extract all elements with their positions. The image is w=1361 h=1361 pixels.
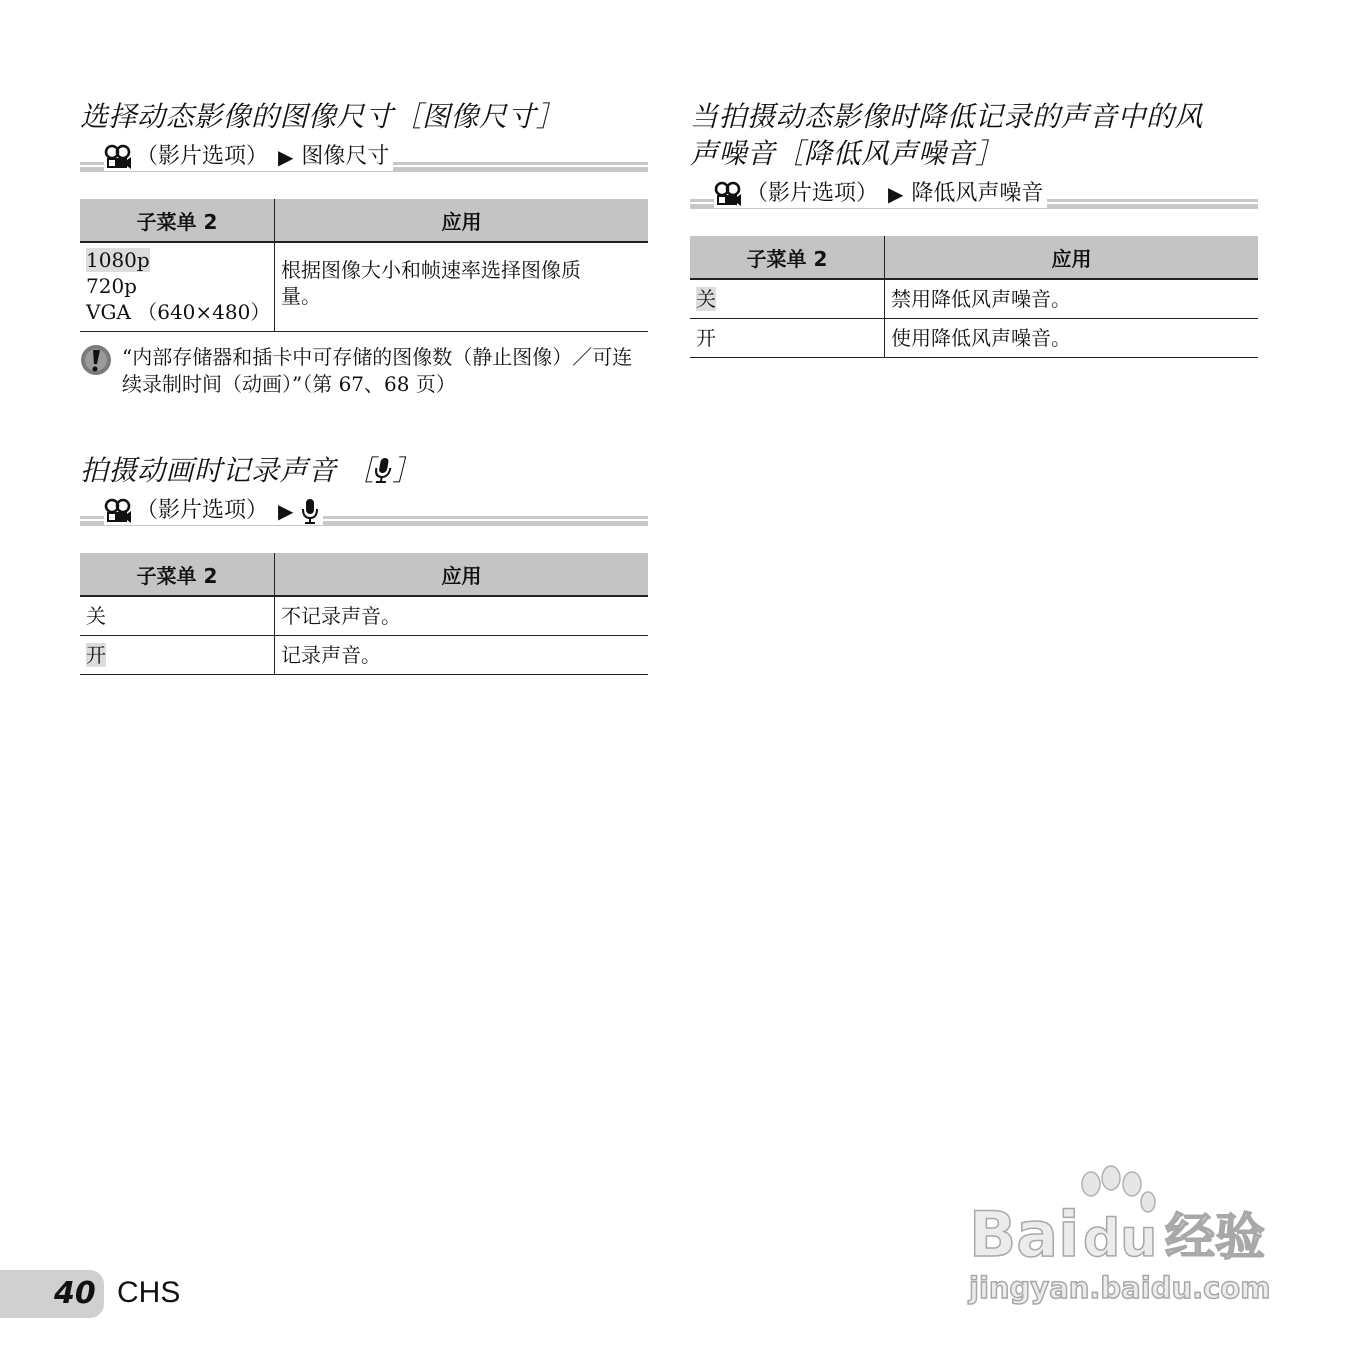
note xyxy=(80,344,648,398)
movie-camera-icon xyxy=(104,144,132,170)
arrow-right-icon: ▶ xyxy=(888,182,904,206)
column-header-submenu: 子菜单 2 xyxy=(690,236,885,279)
application-text: 不记录声音。 xyxy=(275,596,649,636)
submenu-table xyxy=(80,553,648,675)
table-row xyxy=(80,596,648,636)
baidu-jingyan-watermark xyxy=(965,1158,1285,1308)
menu-path xyxy=(690,178,1258,214)
submenu-table xyxy=(690,236,1258,358)
application-text: 使用降低风声噪音。 xyxy=(885,319,1259,358)
submenu-option: 开 xyxy=(690,319,885,358)
column-header-submenu: 子菜单 2 xyxy=(80,553,275,596)
arrow-right-icon: ▶ xyxy=(278,145,294,169)
table-row xyxy=(690,319,1258,358)
path-menu-label: （影片选项） xyxy=(136,144,269,169)
option-vga: VGA （640×480） xyxy=(86,300,271,324)
option-720p: 720p xyxy=(86,274,137,298)
page-number: 40 xyxy=(54,1276,96,1311)
watermark-brand: Bai xyxy=(969,1198,1080,1271)
watermark-brand-du: du xyxy=(1083,1209,1158,1269)
table-row xyxy=(690,279,1258,319)
section-title: 选择动态影像的图像尺寸［图像尺寸］ xyxy=(80,100,565,133)
section-record-sound xyxy=(80,452,648,675)
note-text: “内部存储器和插卡中可存储的图像数（静止图像）／可连续录制时间（动画）”（第 67、68 页） xyxy=(122,345,633,396)
path-menu-label: （影片选项） xyxy=(746,181,879,206)
section-title: 拍摄动画时记录声音 ［ ］ xyxy=(80,454,421,487)
option-1080p: 1080p xyxy=(86,248,150,272)
path-menu-label: （影片选项） xyxy=(136,498,269,523)
column-header-application: 应用 xyxy=(275,553,649,596)
watermark-jingyan: 经验 xyxy=(1165,1208,1265,1266)
movie-camera-icon xyxy=(104,498,132,524)
path-target-label: 图像尺寸 xyxy=(301,144,390,169)
path-target-label: 降低风声噪音 xyxy=(911,181,1044,206)
menu-path xyxy=(80,141,648,177)
section-title: 当拍摄动态影像时降低记录的声音中的风 声噪音［降低风声噪音］ xyxy=(690,100,1204,170)
table-row xyxy=(80,636,648,675)
menu-path xyxy=(80,495,648,531)
watermark-url: jingyan.baidu.com xyxy=(969,1271,1271,1305)
language-label: CHS xyxy=(117,1276,181,1309)
submenu-option: 开 xyxy=(86,643,106,667)
application-text: 禁用降低风声噪音。 xyxy=(885,279,1259,319)
caution-icon xyxy=(80,344,112,376)
table-row xyxy=(80,242,648,332)
application-text: 根据图像大小和帧速率选择图像质量。 xyxy=(275,242,649,332)
application-text: 记录声音。 xyxy=(275,636,649,675)
microphone-icon xyxy=(301,498,319,524)
section-wind-noise xyxy=(690,98,1258,358)
submenu-option: 关 xyxy=(696,287,716,311)
movie-camera-icon xyxy=(714,181,742,207)
submenu-table xyxy=(80,199,648,332)
column-header-submenu: 子菜单 2 xyxy=(80,199,275,242)
arrow-right-icon: ▶ xyxy=(278,499,294,523)
column-header-application: 应用 xyxy=(885,236,1259,279)
section-image-size xyxy=(80,98,648,398)
submenu-option: 关 xyxy=(80,596,275,636)
column-header-application: 应用 xyxy=(275,199,649,242)
